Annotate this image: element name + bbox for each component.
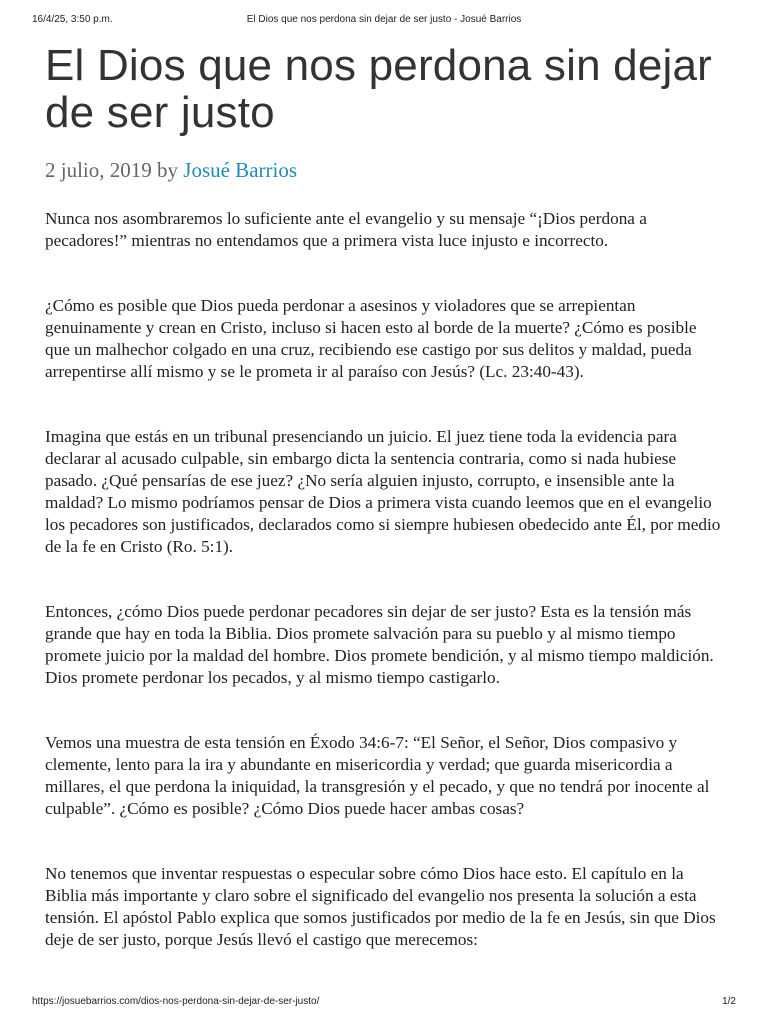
paragraph: Entonces, ¿cómo Dios puede perdonar pecadores sin dejar de ser justo? Esta es la tensión más grande que hay en toda la Biblia. Dios promete salvación para su pueblo y al mismo tiempo promete juicio por la maldad del hombre. Dios promete bendición, y al mismo tiempo maldición. Dios promete perdonar los pecados, y al mismo tiempo castigarlo. [45,602,714,687]
post-meta [45,158,725,183]
print-page-number: 1/2 [722,996,736,1007]
paragraph: Imagina que estás en un tribunal presenciando un juicio. El juez tiene toda la evidencia para declarar al acusado culpable, sin embargo dicta la sentencia contraria, como si nada hubiese pasado. ¿Qué pensarías de ese juez? ¿No sería alguien injusto, corrupto, e insensible ante la maldad? Lo mismo podríamos pensar de Dios a primera vista cuando leemos que en el evangelio los pecadores son justificados, declarados como si siempre hubiesen obedecido ante Él, por medio de la fe en Cristo (Ro. 5:1). [45,427,721,556]
print-datetime: 16/4/25, 3:50 p.m. [32,14,113,25]
author-link[interactable]: Josué Barrios [183,158,298,182]
post-date: 2 julio, 2019 [45,158,152,182]
paragraph: ¿Cómo es posible que Dios pueda perdonar a asesinos y violadores que se arrepientan genuinamente y crean en Cristo, incluso si hacen esto al borde de la muerte? ¿Cómo es posible que un malhechor colgado en una cruz, recibiendo ese castigo por sus delitos y maldad, pueda arrepentirse allí mismo y se le prometa ir al paraíso con Jesús? (Lc. 23:40-43). [45,296,697,381]
article [45,42,725,994]
paragraph: Vemos una muestra de esta tensión en Éxodo 34:6-7: “El Señor, el Señor, Dios compasivo y clemente, lento para la ira y abundante en misericordia y verdad; que guarda misericordia a millares, el que perdona la iniquidad, la transgresión y el pecado, y que no tendrá por inocente al culpable”. ¿Cómo es posible? ¿Cómo Dios puede hacer ambas cosas? [45,733,710,818]
post-by: by [157,158,179,182]
print-header [32,14,736,28]
print-url: https://josuebarrios.com/dios-nos-perdona-sin-dejar-de-ser-justo/ [32,996,320,1007]
print-footer [32,996,736,1010]
article-body [45,208,725,951]
print-page-title: El Dios que nos perdona sin dejar de ser justo - Josué Barrios [246,14,522,25]
post-title: El Dios que nos perdona sin dejar de ser justo [45,41,713,137]
paragraph: No tenemos que inventar respuestas o especular sobre cómo Dios hace esto. El capítulo en la Biblia más importante y claro sobre el significado del evangelio nos presenta la solución a esta tensión. El apóstol Pablo explica que somos justificados por medio de la fe en Jesús, sin que Dios deje de ser justo, porque Jesús llevó el castigo que merecemos: [45,864,716,949]
paragraph: Nunca nos asombraremos lo suficiente ante el evangelio y su mensaje “¡Dios perdona a pecadores!” mientras no entendamos que a primera vista luce injusto e incorrecto. [45,209,647,250]
